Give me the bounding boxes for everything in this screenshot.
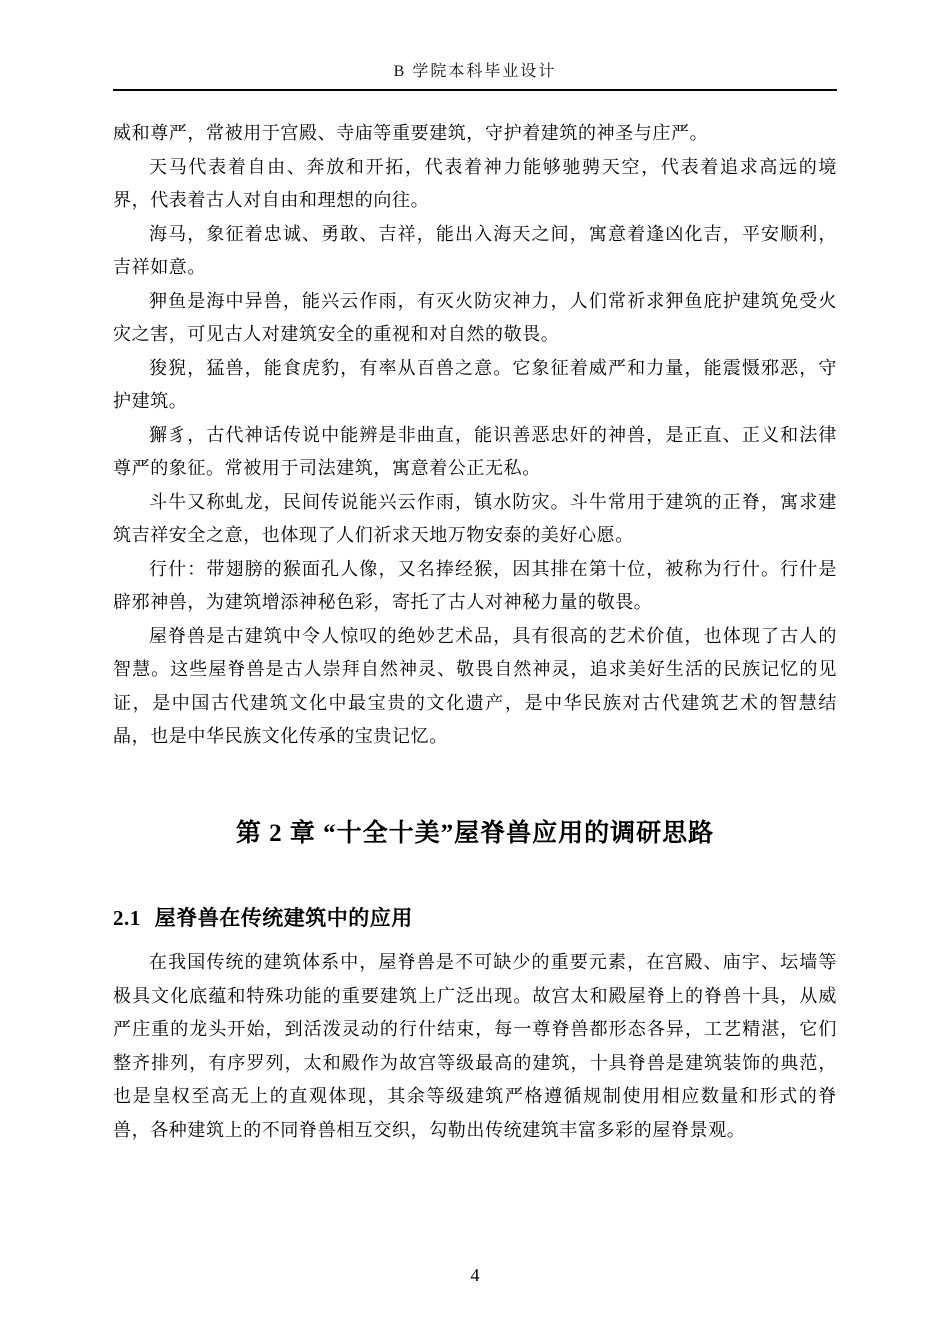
body-paragraph: 狻猊，猛兽，能食虎豹，有率从百兽之意。它象征着威严和力量，能震慑邪恶，守护建筑。 bbox=[113, 357, 837, 411]
body-paragraph: 屋脊兽是古建筑中令人惊叹的绝妙艺术品，具有很高的艺术价值，也体现了古人的智慧。这些屋脊兽是古人崇拜自然神灵、敬畏自然神灵，追求美好生活的民族记忆的见证，是中国古代建筑文化中最宝贵的文化遗产，是中华民族对古代建筑艺术的智慧结晶，也是中华民族文化传承的宝贵记忆。 bbox=[113, 625, 837, 746]
body-paragraph: 海马，象征着忠诚、勇敢、吉祥，能出入海天之间，寓意着逢凶化吉，平安顺利，吉祥如意。 bbox=[113, 223, 837, 277]
section-body-block bbox=[113, 946, 837, 1147]
header-title: B 学院本科毕业设计 bbox=[393, 63, 557, 80]
body-paragraph: 行什：带翅膀的猴面孔人像，又名捧经猴，因其排在第十位，被称为行什。行什是辟邪神兽，为建筑增添神秘色彩，寄托了古人对神秘力量的敬畏。 bbox=[113, 558, 837, 612]
section-heading bbox=[113, 902, 837, 932]
page-footer bbox=[0, 1265, 950, 1286]
page-number: 4 bbox=[470, 1265, 480, 1285]
page-header bbox=[113, 58, 837, 91]
body-paragraph: 威和尊严，常被用于宫殿、寺庙等重要建筑，守护着建筑的神圣与庄严。 bbox=[113, 123, 709, 143]
body-text-block bbox=[113, 117, 837, 754]
section-paragraph: 在我国传统的建筑体系中，屋脊兽是不可缺少的重要元素，在宫殿、庙宇、坛墙等极具文化底蕴和特殊功能的重要建筑上广泛出现。故宫太和殿屋脊上的脊兽十具，从威严庄重的龙头开始，到活泼灵动的行什结束，每一尊脊兽都形态各异，工艺精湛，它们整齐排列，有序罗列，太和殿作为故宫等级最高的建筑，十具脊兽是建筑装饰的典范，也是皇权至高无上的直观体现，其余等级建筑严格遵循规制使用相应数量和形式的脊兽，各种建筑上的不同脊兽相互交织，勾勒出传统建筑丰富多彩的屋脊景观。 bbox=[113, 952, 837, 1140]
body-paragraph: 天马代表着自由、奔放和开拓，代表着神力能够驰骋天空，代表着追求高远的境界，代表着古人对自由和理想的向往。 bbox=[113, 156, 837, 210]
section-title: 屋脊兽在传统建筑中的应用 bbox=[154, 906, 413, 930]
section-number: 2.1 bbox=[113, 906, 141, 930]
chapter-heading: 第 2 章 “十全十美”屋脊兽应用的调研思路 bbox=[235, 819, 715, 847]
body-paragraph: 斗牛又称虬龙，民间传说能兴云作雨，镇水防灾。斗牛常用于建筑的正脊，寓求建筑吉祥安全之意，也体现了人们祈求天地万物安泰的美好心愿。 bbox=[113, 491, 837, 545]
body-paragraph: 獬豸，古代神话传说中能辨是非曲直，能识善恶忠奸的神兽，是正直、正义和法律尊严的象征。常被用于司法建筑，寓意着公正无私。 bbox=[113, 424, 837, 478]
body-paragraph: 狎鱼是海中异兽，能兴云作雨，有灭火防灾神力，人们常祈求狎鱼庇护建筑免受火灾之害，可见古人对建筑安全的重视和对自然的敬畏。 bbox=[113, 290, 837, 344]
